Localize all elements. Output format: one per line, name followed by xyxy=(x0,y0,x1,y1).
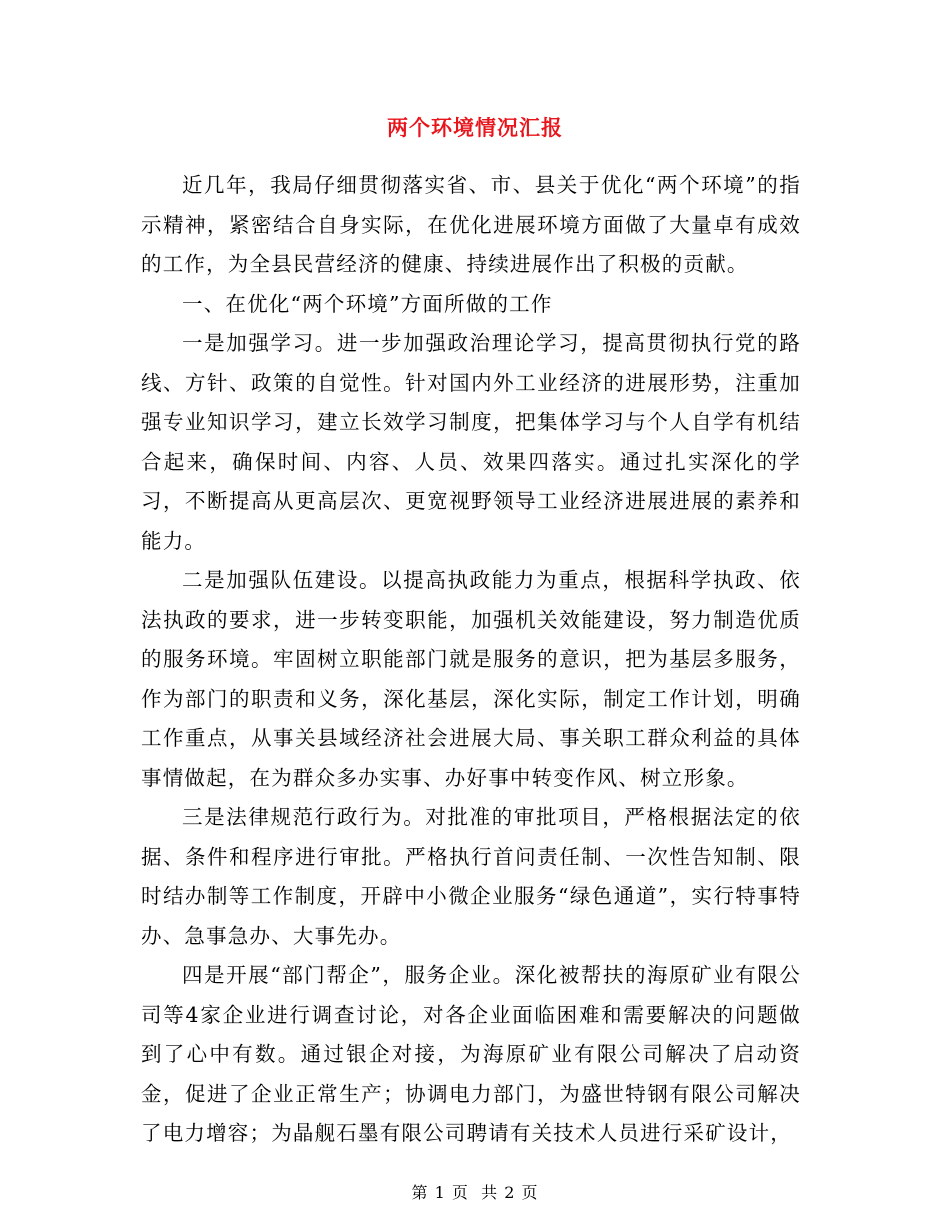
page-label-mid: 页 共 xyxy=(451,1183,499,1202)
paragraph-study: 一是加强学习。进一步加强政治理论学习，提高贯彻执行党的路线、方针、政策的自觉性。针对国内外工业经济的进展形势，注重加强专业知识学习，建立长效学习制度，把集体学习与个人自学有机结合起来，确保时间、内容、人员、效果四落实。通过扎实深化的学习，不断提高从更高层次、更宽视野领导工业经济进展进展的素养和能力。 xyxy=(141,331,801,553)
section-heading: 一、在优化“两个环境”方面所做的工作 xyxy=(182,291,553,316)
paragraph-intro: 近几年，我局仔细贯彻落实省、市、县关于优化“两个环境”的指示精神，紧密结合自身实际，在优化进展环境方面做了大量卓有成效的工作，为全县民营经济的健康、持续进展作出了积极的贡献。 xyxy=(141,173,801,276)
current-page-number: 1 xyxy=(434,1183,446,1202)
paragraph-team-building: 二是加强队伍建设。以提高执政能力为重点，根据科学执政、依法执政的要求，进一步转变职能，加强机关效能建设，努力制造优质的服务环境。牢固树立职能部门就是服务的意识，把为基层多服务，作为部门的职责和义务，深化基层，深化实际，制定工作计划，明确工作重点，从事关县域经济社会进展大局、事关职工群众利益的具体事情做起，在为群众多办实事、办好事中转变作风、树立形象。 xyxy=(141,568,801,790)
document-body xyxy=(141,166,801,1154)
document-title: 两个环境情况汇报 xyxy=(387,115,563,140)
paragraph-administration: 三是法律规范行政行为。对批准的审批项目，严格根据法定的依据、条件和程序进行审批。严格执行首问责任制、一次性告知制、限时结办制等工作制度，开辟中小微企业服务“绿色通道”，实行特事特办、急事急办、大事先办。 xyxy=(141,805,801,948)
page-label-prefix: 第 xyxy=(411,1183,429,1202)
paragraph-enterprise-support: 四是开展“部门帮企”，服务企业。深化被帮扶的海原矿业有限公司等4家企业进行调查讨论，对各企业面临困难和需要解决的问题做到了心中有数。通过银企对接，为海原矿业有限公司解决了启动资金，促进了企业正常生产；协调电力部门，为盛世特钢有限公司解决了电力增容；为晶舰石墨有限公司聘请有关技术人员进行采矿设计， xyxy=(141,963,801,1145)
page-label-suffix: 页 xyxy=(521,1183,539,1202)
total-pages-number: 2 xyxy=(504,1183,516,1202)
page-footer xyxy=(0,1180,950,1203)
